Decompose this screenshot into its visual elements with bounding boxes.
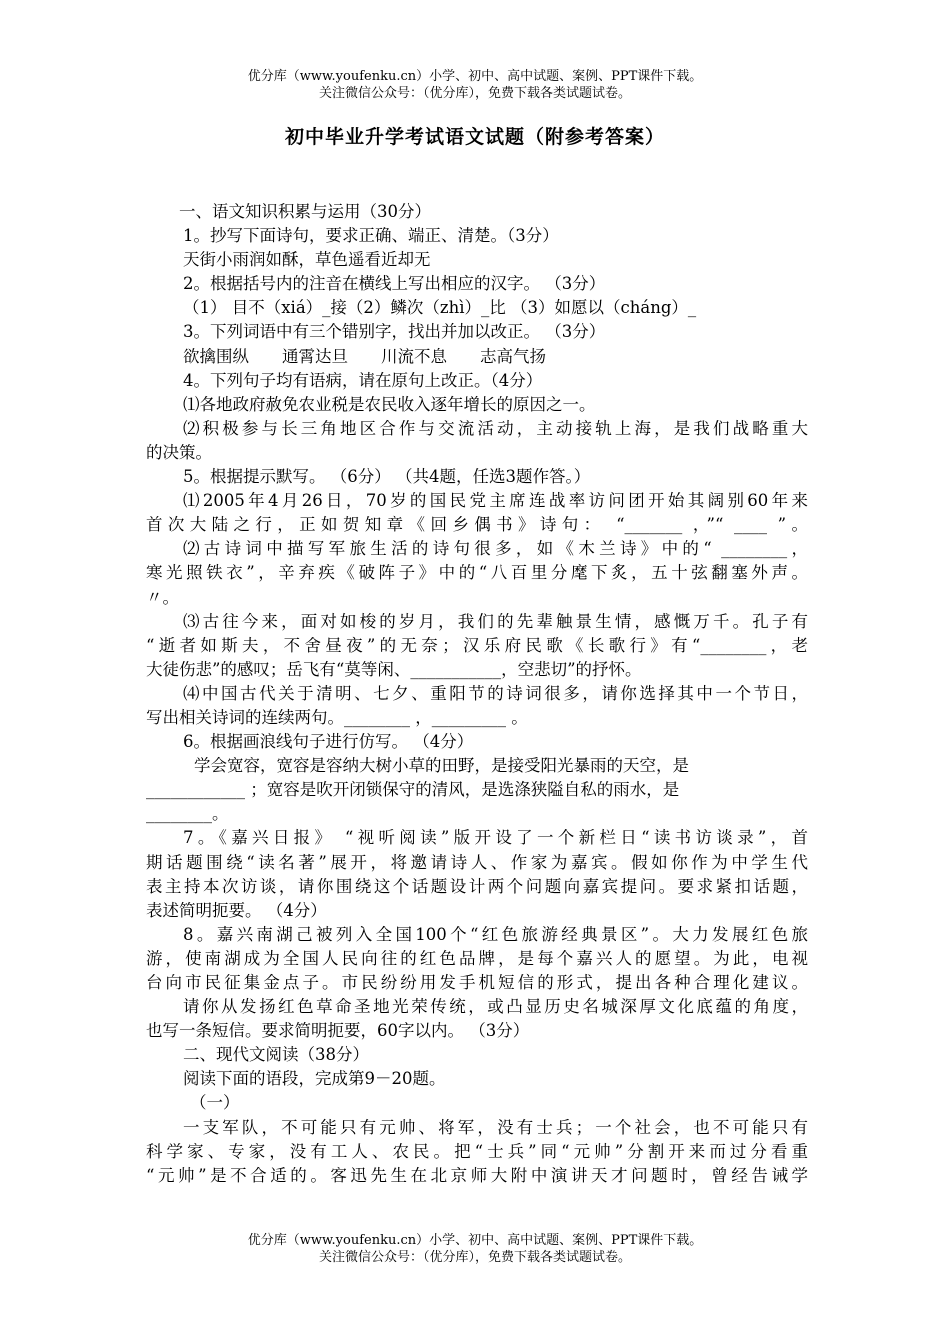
text-line: 2。根据括号内的注音在横线上写出相应的汉字。 （3分） <box>183 274 606 294</box>
text-line: 4。下列句子均有语病，请在原句上改正。（4分） <box>183 370 543 390</box>
text-line: 的决策。 <box>146 442 212 462</box>
header-line-1: 优分库（www.youfenku.cn）小学、初中、高中试题、案例、PPT课件下载。 <box>247 69 703 84</box>
text-line: 一、语文知识积累与运用（30分） <box>179 202 431 221</box>
footer-line-1: 优分库（www.youfenku.cn）小学、初中、高中试题、案例、PPT课件下载。 <box>247 1233 703 1248</box>
text-line: 也写一条短信。要求简明扼要，60字以内。 （3分） <box>146 1021 530 1041</box>
text-line: 阅读下面的语段，完成第9－20题。 <box>183 1069 446 1089</box>
text-line: （1） 目不（xiá）_接（2）鳞次（zhì）_比 （3）如愿以（cháng）_ <box>183 298 697 318</box>
text-line: ⑵积极参与长三角地区合作与交流活动，主动接轨上海，是我们战略重大 <box>183 418 808 438</box>
document-body <box>146 200 808 1188</box>
text-line: 天街小雨润如酥，草色遥看近却无 <box>183 250 431 270</box>
text-line: ⑷中国古代关于清明、七夕、重阳节的诗词很多，请你选择其中一个节日， <box>183 683 808 703</box>
text-line: ⑵古诗词中描写军旅生活的诗句很多，如《木兰诗》中的“ ________， <box>183 539 808 559</box>
text-line: （一） <box>190 1093 240 1113</box>
text-line: 寒光照铁衣”，辛弃疾《破阵子》中的“八百里分麾下炙，五十弦翻塞外声。 <box>146 563 808 583</box>
text-line: 表主持本次访谈，请你围绕这个话题设计两个问题向嘉宾提问。要求紧扣话题， <box>146 876 808 896</box>
text-line: 欲擒围纵 通霄达旦 川流不息 志高气扬 <box>183 346 546 366</box>
text-line: ____________ ；宽容是吹开闭锁保守的清风，是选涤狭隘自私的雨水，是 <box>146 780 680 800</box>
text-line: 首次大陆之行，正如贺知章《回乡偶书》诗句： “_______ ，”“ ____ ”。 <box>146 515 808 535</box>
text-line: 8。嘉兴南湖己被列入全国100个“红色旅游经典景区”。大力发展红色旅 <box>183 924 808 944</box>
text-line: “元帅”是不合适的。客迅先生在北京师大附中演讲天才问题时，曾经告诫学 <box>146 1165 808 1185</box>
text-line: 游，使南湖成为全国人民向往的红色品牌，是每个嘉兴人的愿望。为此，电视 <box>146 948 808 968</box>
page-header <box>0 68 950 102</box>
text-line: 科学家、专家，没有工人、农民。把“士兵”同“元帅”分割开来而过分看重 <box>146 1141 808 1161</box>
text-line: 二、现代文阅读（38分） <box>183 1045 369 1065</box>
text-line: 3。下列词语中有三个错别字，找出并加以改正。 （3分） <box>183 322 606 342</box>
text-line: 一支军队，不可能只有元帅、将军，没有士兵；一个社会，也不可能只有 <box>183 1117 808 1137</box>
text-line: ⑶古往今来，面对如梭的岁月，我们的先辈触景生情，感慨万千。孔子有 <box>183 611 808 631</box>
text-line: 写出相关诗词的连续两句。________ ，_________ 。 <box>146 707 528 727</box>
header-line-2: 关注微信公众号：（优分库），免费下载各类试题试卷。 <box>318 86 631 101</box>
text-line: 5。根据提示默写。 （6分） （共4题，任选3题作答。） <box>183 467 591 487</box>
text-line: 大徒伤悲”的感叹；岳飞有“莫等闲、___________，空悲切”的抒怀。 <box>146 659 642 679</box>
document-title: 初中毕业升学考试语文试题（附参考答案） <box>284 126 665 148</box>
text-line: ⑴2005年4月26日，70岁的国民党主席连战率访问团开始其阔别60年来 <box>183 491 808 511</box>
text-line: 请你从发扬红色草命圣地光荣传统，或凸显历史名城深厚文化底蕴的角度， <box>183 997 808 1017</box>
text-line: ________。 <box>146 804 229 824</box>
text-line: 学会宽容，宽容是容纳大树小草的田野，是接受阳光暴雨的天空，是 <box>194 756 689 776</box>
page-footer <box>0 1232 950 1266</box>
text-line: ⑴各地政府赦免农业税是农民收入逐年增长的原因之一。 <box>183 394 596 414</box>
text-line: 7。《嘉兴日报》 “视听阅读”版开设了一个新栏日“读书访谈录”，首 <box>183 828 808 848</box>
footer-line-2: 关注微信公众号：（优分库），免费下载各类试题试卷。 <box>318 1250 631 1265</box>
text-line: 期话题围绕“读名著”展开，将邀请诗人、作家为嘉宾。假如你作为中学生代 <box>146 852 808 872</box>
text-line: 表述简明扼要。 （4分） <box>146 900 327 920</box>
text-line: “逝者如斯夫，不舍昼夜”的无奈；汉乐府民歌《长歌行》有“________，老 <box>146 635 808 655</box>
text-line: 1。抄写下面诗句，要求正确、端正、清楚。（3分） <box>183 226 559 246</box>
text-line: 6。根据画浪线句子进行仿写。 （4分） <box>183 732 474 752</box>
text-line: 台向市民征集金点子。市民纷纷用发手机短信的形式，提出各种合理化建议。 <box>146 973 808 992</box>
text-line: 〃。 <box>146 587 179 607</box>
